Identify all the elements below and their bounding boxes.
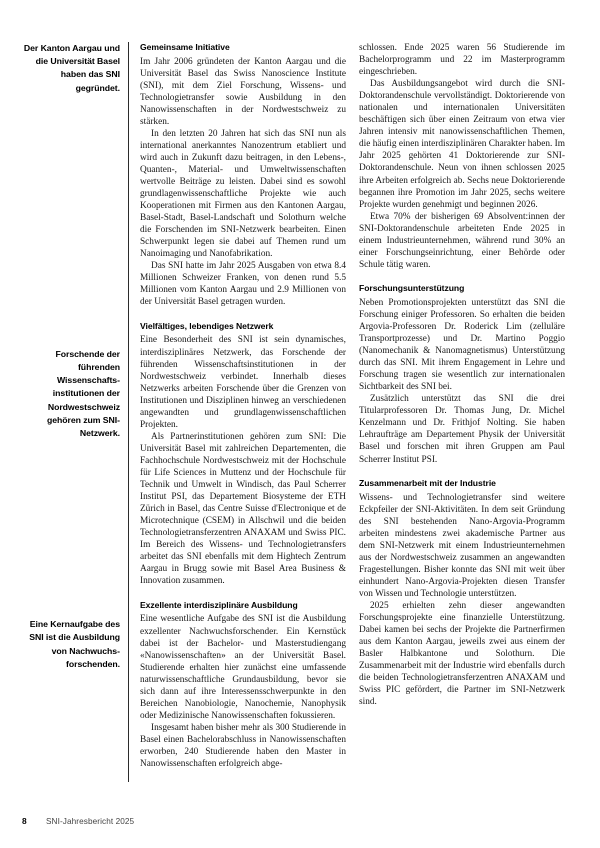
page-content bbox=[22, 42, 565, 782]
section-forschungsunterstuetzung bbox=[359, 283, 565, 465]
paragraph: Im Jahr 2006 gründeten der Kanton Aargau und die Universität Basel das Swiss Nanoscience Institute (SNI), mit dem Ziel Forschung, Wissens- und Technologietransfer sowie Ausbildung in den Nanowissenschaften in der Nordwestschweiz zu stärken. bbox=[140, 56, 346, 127]
paragraph: Eine wesentliche Aufgabe des SNI ist die Ausbildung exzellenter Nachwuchsforschender. Ein Kernstück dabei ist der Bachelor- und Masterstudiengang «Nanowissenschaften» an der Universität Basel. Studierende erhalten hier zunächst eine umfassende naturwissenschaftliche Grundausbildung, bevor sie sich dann auf ihre Interessensschwerpunkte in den Bereichen Nanobiologie, Nanochemie, Nanophysik oder Medizinische Nanowissenschaften fokussieren. bbox=[140, 614, 346, 721]
margin-spacer-1 bbox=[22, 95, 120, 348]
section-zusammenarbeit-industrie bbox=[359, 478, 565, 708]
paragraph: Neben Promotionsprojekten unterstützt das SNI die Forschung einiger Professoren. So erhalten die beiden Argovia-Professoren Dr. Roderick Lim (zelluläre Transportprozesse) und Dr. Martino Poggio (Nanomechanik & Nanomagnetismus) Unterstützung durch das SNI. Mit ihrem Engagement in Lehre und Forschung tragen sie wesentlich zur internationalen Sichtbarkeit des SNI bei. bbox=[359, 297, 565, 393]
paragraph: Das Ausbildungsangebot wird durch die SNI-Doktorandenschule vervollständigt. Doktorierende von nationalen und internationalen Universitäten beschäftigen sich über einen Zeitraum von etwa vier Jahren intensiv mit nanowissenschaftlichen Themen, die häufig einen interdisziplinären Charakter haben. Im Jahr 2025 gehörten 41 Doktorierende zur SNI-Doktorandenschule. Neun von ihnen schlossen 2025 ihre Arbeiten erfolgreich ab. Sechs neue Doktorierende begannen ihre Promotion im Jahr 2025, sechs weitere Projekte wurden genehmigt und beginnen 2026. bbox=[359, 79, 565, 210]
paragraph: Eine Besonderheit des SNI ist sein dynamisches, interdisziplinäres Netzwerk, das Forschende der führenden Wissenschaftsinstitutionen in der Nordwestschweiz verbindet. Innerhalb dieses Netzwerks arbeiten Forschende über die Grenzen von Institutionen und Disziplinen hinweg an verschiedenen angewandten und grundlagenwissenschaftlichen Projekten. bbox=[140, 335, 346, 430]
paragraph: 2025 erhielten zehn dieser angewandten Forschungsprojekte eine finanzielle Unterstützung. Dabei kamen bei sechs der Projekte die Partnerfirmen aus dem Kanton Aargau, jeweils zwei aus einem der Basler Halbkantone und Solothurn. Die Zusammenarbeit mit der Industrie wird ebenfalls durch die beiden Technologietransferzentren ANAXAM und Swiss PIC gefördert, die Partner im SNI-Netzwerk sind. bbox=[359, 600, 565, 708]
paragraph: Insgesamt haben bisher mehr als 300 Studierende in Basel einen Bachelorabschluss in Nanowissenschaften erworben, 240 Studierende haben den Master in Nanowissenschaften erfolgreich abge- bbox=[140, 722, 346, 770]
section-exzellente-ausbildung bbox=[140, 600, 346, 770]
margin-notes-column bbox=[22, 42, 120, 671]
margin-note-gruendung: Der Kanton Aargau und die Universität Basel haben das SNI gegründet. bbox=[23, 43, 120, 93]
section-gap bbox=[140, 308, 346, 321]
margin-note-netzwerk: Forschende der führenden Wissenschaftsinstitutionen der Nordwestschweiz gehören zum SNI-Netzwerk. bbox=[46, 348, 120, 439]
section-gap bbox=[359, 271, 565, 284]
footer-publication-title: SNI-Jahresbericht 2025 bbox=[46, 817, 135, 826]
section-heading: Exzellente interdisziplinäre Ausbildung bbox=[140, 599, 298, 610]
section-gap bbox=[359, 466, 565, 479]
margin-note-ausbildung: Eine Kernaufgabe des SNI ist die Ausbildung von Nachwuchsforschenden. bbox=[29, 619, 120, 669]
paragraph: Als Partnerinstitutionen gehören zum SNI: Die Universität Basel mit zahlreichen Departementen, die Fachhochschule Nordwestschweiz mit der Hochschule für Life Sciences in Muttenz und der Hochschule für Technik und Umwelt in Windisch, das Paul Scherrer Institut PSI, das Departement Biosysteme der ETH Zürich in Basel, das Centre Suisse d'Electronique et de Microtechnique (CSEM) in Allschwil und die beiden Technologietransferzentren ANAXAM und Swiss PIC. Im Bereich des Wissens- und Technologietransfers arbeitet das SNI ebenfalls mit dem Hightech Zentrum Aargau in Brugg sowie mit Basel Area Business & Innovation zusammen. bbox=[140, 431, 346, 587]
paragraph: Etwa 70% der bisherigen 69 Absolvent:innen der SNI-Doktorandenschule arbeiteten Ende 2025 in einem Industrieunternehmen, während rund 30% an einer Forschungseinrichtung, einer Behörde oder Schule tätig waren. bbox=[359, 211, 565, 270]
paragraph: Zusätzlich unterstützt das SNI die drei Titularprofessoren Dr. Thomas Jung, Dr. Michel Kenzelmann und Dr. Frithjof Nolting. Sie haben Lehraufträge am Departement Physik der Universität Basel und forschen mit ihren Gruppen am Paul Scherrer Institut PSI. bbox=[359, 394, 565, 465]
body-column-right bbox=[359, 42, 565, 770]
paragraph: Das SNI hatte im Jahr 2025 Ausgaben von etwa 8.4 Millionen Schweizer Franken, von denen rund 5.5 Millionen vom Kanton Aargau und 2.9 Millionen von der Universität Basel getragen wurden. bbox=[140, 261, 346, 308]
body-columns bbox=[140, 42, 565, 770]
section-heading: Forschungsunterstützung bbox=[359, 283, 465, 294]
page-footer bbox=[22, 816, 134, 826]
paragraph: schlossen. Ende 2025 waren 56 Studierende im Bachelorprogramm und 22 im Masterprogramm eingeschrieben. bbox=[359, 43, 565, 78]
section-heading: Zusammenarbeit mit der Industrie bbox=[359, 478, 496, 489]
body-column-left bbox=[140, 42, 346, 770]
footer-page-number: 8 bbox=[22, 816, 27, 826]
column-divider-rule bbox=[128, 42, 129, 782]
section-continuation bbox=[359, 42, 565, 271]
paragraph: Wissens- und Technologietransfer sind weitere Eckpfeiler der SNI-Aktivitäten. In dem seit Gründung des SNI bestehenden Nano-Argovia-Programm arbeiten mindestens zwei akademische Partner aus dem SNI-Netzwerk mit einem Industrieunternehmen aus der Nordwestschweiz zusammen an angewandten Fragestellungen. Bisher konnte das SNI mit weit über einhundert Nano-Argovia-Projekten diesen Transfer von Wissen und Technologie unterstützen. bbox=[359, 492, 565, 599]
section-gemeinsame-initiative bbox=[140, 42, 346, 308]
section-heading: Gemeinsame Initiative bbox=[140, 42, 230, 52]
section-vielfaeltiges-netzwerk bbox=[140, 321, 346, 587]
paragraph: In den letzten 20 Jahren hat sich das SNI nun als international anerkanntes Nanozentrum etabliert und wird auch in Zukunft dazu beitragen, in den Lebens-, Quanten-, Material- und Umweltwissenschaften wertvolle Beiträge zu leisten. Dabei sind es sowohl grundlagenwissenschaftliche Projekte wie auch Kooperationen mit Firmen aus den Kantonen Aargau, Basel-Stadt, Basel-Landschaft und Solothurn welche die Forschenden im SNI-Netzwerk bearbeiten. Einen Schwerpunkt legen sie dabei auf Themen rund um Nanoimaging und Nanofabrikation. bbox=[140, 128, 346, 260]
section-heading: Vielfältiges, lebendiges Netzwerk bbox=[140, 320, 274, 331]
section-gap bbox=[140, 587, 346, 600]
margin-spacer-2 bbox=[22, 440, 120, 618]
